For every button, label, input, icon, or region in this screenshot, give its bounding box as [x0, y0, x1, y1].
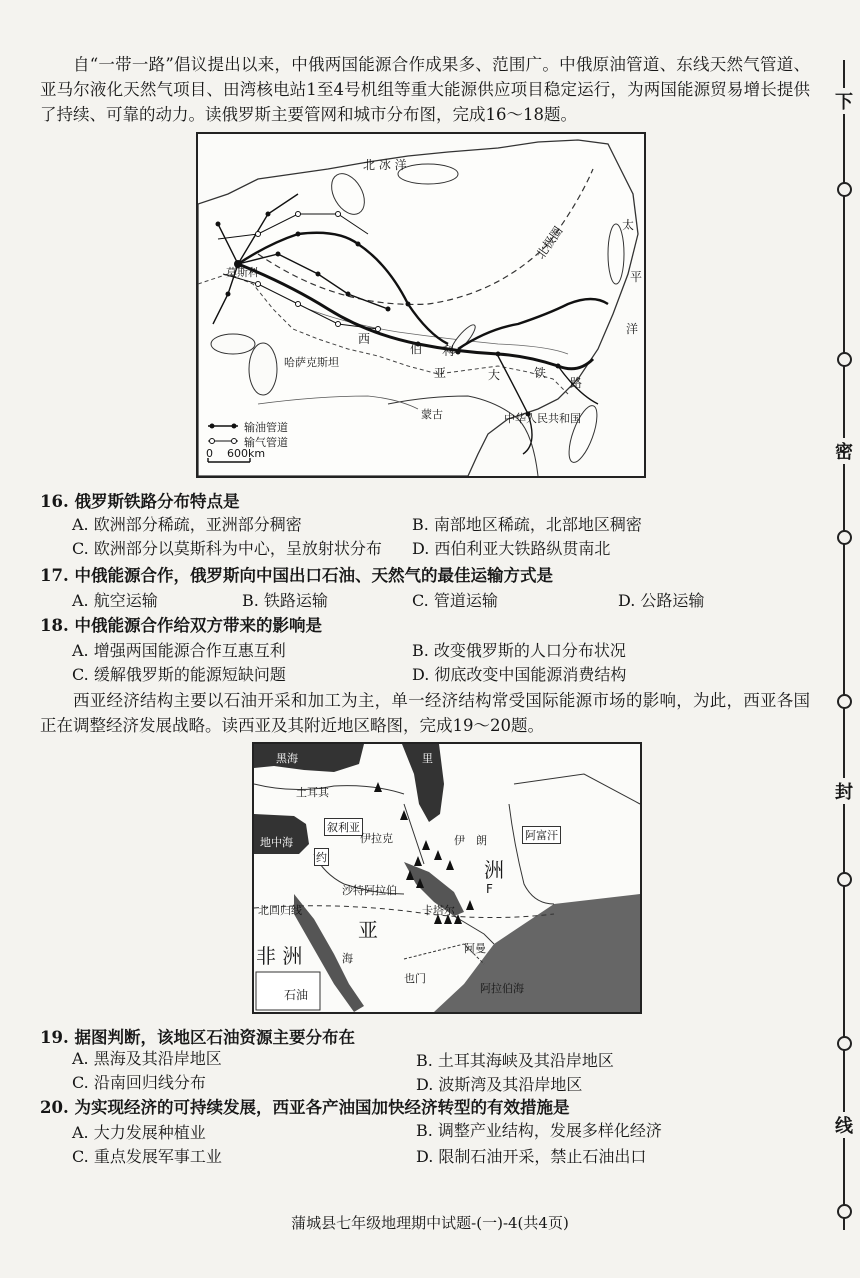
q16-option-a: A. 欧洲部分稀疏，亚洲部分稠密	[72, 515, 302, 534]
label-arabian-sea: 阿拉伯海	[480, 982, 524, 995]
legend-oil-pipeline: 输油管道	[244, 421, 288, 434]
label-f: F	[486, 882, 493, 896]
label-arctic-ocean: 北 冰 洋	[363, 158, 407, 172]
q17-option-c: C. 管道运输	[412, 591, 498, 610]
label-caspian: 里	[422, 752, 433, 765]
q17-option-a: A. 航空运输	[72, 591, 158, 610]
binding-char-3: 封	[832, 778, 856, 804]
russia-map	[196, 132, 646, 478]
q16-option-d: D. 西伯利亚大铁路纵贯南北	[412, 539, 611, 558]
label-siberia-bo: 伯	[410, 342, 423, 356]
q18-option-d: D. 彻底改变中国能源消费结构	[412, 665, 627, 684]
label-railway-tie: 铁	[534, 366, 547, 380]
label-africa: 非 洲	[256, 944, 303, 968]
label-siberia-ya: 亚	[434, 366, 447, 380]
label-pacific-yang: 洋	[626, 322, 639, 336]
label-iran: 伊 朗	[454, 834, 487, 847]
label-siberia-xi: 西	[358, 332, 371, 346]
q19-option-b: B. 土耳其海峡及其沿岸地区	[416, 1051, 614, 1070]
binding-line	[843, 60, 845, 1230]
q20-option-d: D. 限制石油开采，禁止石油出口	[416, 1147, 647, 1166]
question-17-stem: 17. 中俄能源合作，俄罗斯向中国出口石油、天然气的最佳运输方式是	[40, 566, 553, 585]
label-pacific-ping: 平	[630, 270, 643, 284]
label-arctic-circle: 北极圈	[533, 224, 566, 262]
q20-option-a: A. 大力发展种植业	[72, 1123, 206, 1142]
label-moscow: 莫斯科	[226, 266, 259, 279]
label-tropic-of-cancer: 北回归线	[258, 904, 302, 917]
binding-circle-3	[837, 530, 852, 545]
label-mediterranean: 地中海	[260, 836, 293, 849]
label-oman: 阿曼	[464, 942, 486, 955]
label-afghanistan: 阿富汗	[522, 826, 561, 844]
q20-option-c: C. 重点发展军事工业	[72, 1147, 222, 1166]
binding-circle-1	[837, 182, 852, 197]
q18-option-a: A. 增强两国能源合作互惠互利	[72, 641, 286, 660]
q17-option-d: D. 公路运输	[618, 591, 705, 610]
q19-option-c: C. 沿南回归线分布	[72, 1073, 206, 1092]
intro-paragraph-2: 西亚经济结构主要以石油开采和加工为主，单一经济结构常受国际能源市场的影响，为此，西亚各国正在调整经济发展战略。读西亚及其附近地区略图，完成19～20题。	[40, 691, 810, 735]
label-ya: 亚	[358, 918, 378, 942]
binding-circle-2	[837, 352, 852, 367]
label-red-sea: 海	[342, 952, 353, 965]
label-black-sea: 黑海	[276, 752, 298, 765]
label-china: 中华人民共和国	[504, 412, 581, 425]
intro-paragraph-1: 自“一带一路”倡议提出以来，中俄两国能源合作成果多、范围广。中俄原油管道、东线天然气管道、亚马尔液化天然气项目、田湾核电站1至4号机组等重大能源供应项目稳定运行，为两国能源贸易增长提供了持续、可靠的动力。读俄罗斯主要管网和城市分布图，完成16～18题。	[40, 55, 810, 124]
label-mongolia: 蒙古	[421, 408, 443, 421]
label-iraq: 伊拉克	[360, 832, 393, 845]
label-pacific-tai: 太	[622, 218, 635, 232]
label-syria: 叙利亚	[324, 818, 363, 836]
q19-option-a: A. 黑海及其沿岸地区	[72, 1049, 222, 1068]
binding-circle-4	[837, 694, 852, 709]
page-footer: 蒲城县七年级地理期中试题-(一)-4(共4页)	[291, 1214, 569, 1232]
q20-option-b: B. 调整产业结构，发展多样化经济	[416, 1121, 662, 1140]
label-turkey: 土耳其	[296, 786, 329, 799]
q16-option-b: B. 南部地区稀疏，北部地区稠密	[412, 515, 642, 534]
label-railway-lu: 路	[570, 376, 583, 390]
q16-option-c: C. 欧洲部分以莫斯科为中心，呈放射状分布	[72, 539, 382, 558]
label-jordan: 约	[314, 848, 329, 866]
question-16-stem: 16. 俄罗斯铁路分布特点是	[40, 492, 240, 511]
binding-circle-6	[837, 1036, 852, 1051]
q19-option-d: D. 波斯湾及其沿岸地区	[416, 1075, 583, 1094]
binding-circle-7	[837, 1204, 852, 1219]
binding-circle-5	[837, 872, 852, 887]
binding-char-2: 密	[832, 438, 856, 464]
q18-option-b: B. 改变俄罗斯的人口分布状况	[412, 641, 626, 660]
label-qatar: 卡塔尔	[422, 904, 455, 917]
q17-option-b: B. 铁路运输	[242, 591, 328, 610]
binding-char-1: 下	[832, 88, 856, 114]
binding-char-4: 线	[832, 1112, 856, 1138]
label-zhou: 洲	[484, 858, 504, 882]
label-yemen: 也门	[404, 972, 426, 985]
label-kazakhstan: 哈萨克斯坦	[284, 356, 339, 369]
legend-oil: 石油	[284, 988, 309, 1002]
label-railway-da: 大	[488, 368, 501, 382]
label-saudi-arabia: 沙特阿拉伯	[342, 884, 397, 897]
legend-gas-pipeline: 输气管道	[244, 436, 288, 449]
west-asia-map	[252, 742, 642, 1014]
question-20-stem: 20. 为实现经济的可持续发展，西亚各产油国加快经济转型的有效措施是	[40, 1098, 570, 1117]
question-18-stem: 18. 中俄能源合作给双方带来的影响是	[40, 616, 322, 635]
map-scale: 0 600km	[206, 447, 266, 460]
label-siberia-li: 利	[442, 344, 455, 358]
question-19-stem: 19. 据图判断，该地区石油资源主要分布在	[40, 1028, 355, 1047]
q18-option-c: C. 缓解俄罗斯的能源短缺问题	[72, 665, 286, 684]
